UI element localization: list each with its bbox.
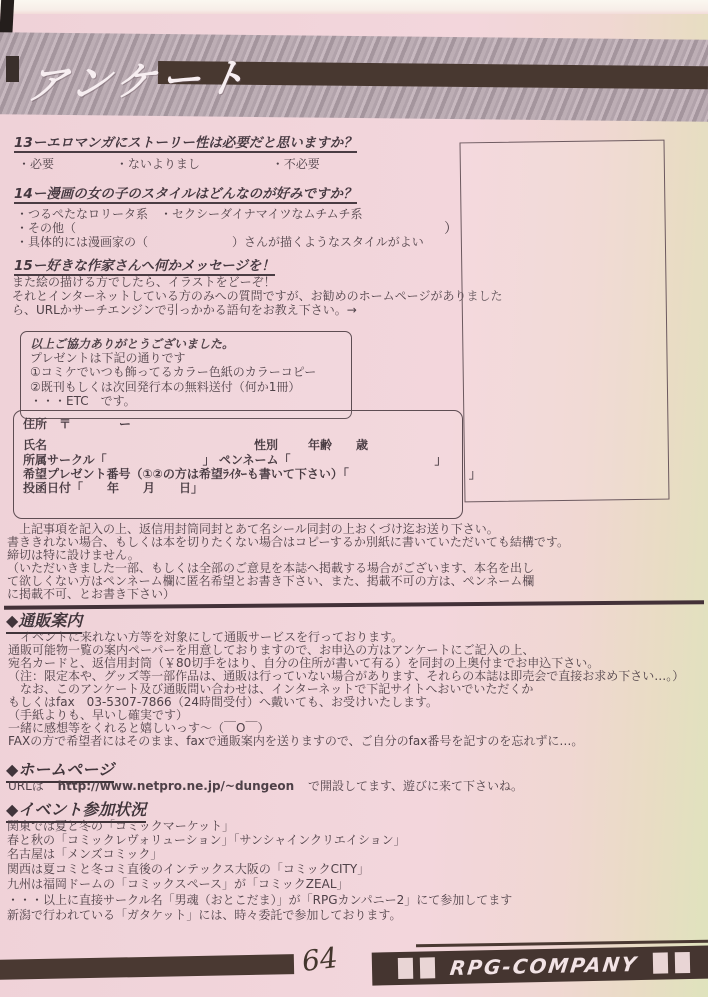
question-14-heading: 14ー漫画の女の子のスタイルはどんなのが好みですか？	[14, 186, 357, 202]
url-prefix: URLは	[8, 779, 44, 793]
footer-square-icon	[653, 952, 668, 973]
form-sex-label: 性別	[254, 438, 279, 452]
footer-square-icon	[420, 957, 435, 978]
notes-line-4: （いただいきました一部、もしくは全部のご意見を本誌へ掲載する場合がございます、本名を出し	[7, 561, 535, 575]
homepage-heading: ◆ホームページ	[6, 757, 114, 783]
mail-order-heading: ◆通販案内	[6, 608, 82, 634]
footer-left-bar	[0, 954, 294, 980]
notes-line-1: 上記事項を記入の上、返信用封筒同封とあて名シール同封の上おくづけ迄お送り下さい。	[7, 522, 499, 536]
question-15-heading: 15ー好きな作家さんへ何かメッセージを！	[14, 258, 275, 274]
present-info-box	[20, 331, 352, 419]
option-naiyorimashi: ・ないよりまし	[115, 157, 200, 171]
question-15-line-2: それとインターネットしている方のみへの質問ですが、お勧めのホームページがありました	[12, 289, 503, 303]
section-divider-rule	[4, 600, 704, 609]
illustration-box	[459, 140, 669, 503]
notes-line-2: 書ききれない場合、もしくは本を切りたくない場合はコピーするか別紙に書いていただいても結構です。	[7, 535, 569, 549]
present-line-3: ②既刊もしくは次回発行本の無料送付（何か1冊）	[30, 379, 301, 394]
question-14-line-1: ・つるぺたなロリータ系 ・セクシーダイナマイツなムチムチ系	[16, 207, 363, 221]
mail-order-line-2: 通販可能物一覧の案内ペーパーを用意しておりますので、お申込の方はアンケートにご記入の上、	[8, 643, 535, 657]
events-line-6: ・・・以上に直接サークル名「男魂（おとこだま）」が「RPGカンパニー2」にて参加してます	[7, 893, 513, 907]
events-line-7: 新潟で行われている「ガタケット」には、時々委託で参加しております。	[7, 908, 402, 922]
question-15-line-1: また絵の描ける方でしたら、イラストをどーぞ！	[12, 275, 276, 289]
form-age-label: 年齢	[308, 438, 333, 452]
mail-order-line-1: イベントに来れない方等を対象にして通販サービスを行っております。	[8, 630, 404, 644]
url-suffix: で開設してます、遊びに来て下さいね。	[308, 779, 524, 793]
events-line-4: 関西は夏コミと冬コミ直後のインテックス大阪の「コミックCITY」	[7, 862, 370, 876]
form-address-line: 住所 〒 ー	[23, 417, 132, 431]
notes-line-3: 締切は特に設けません。	[7, 548, 140, 562]
page-number: 64	[300, 940, 340, 979]
events-line-1: 関東では夏と冬の「コミックマーケット」	[7, 819, 235, 833]
events-line-3: 名古屋は「メンズコミック」	[7, 847, 163, 861]
question-13-options	[18, 158, 320, 171]
mail-order-line-5: なお、このアンケート及び通販問い合わせは、インターネットで下記サイトへおいでいただくか	[8, 682, 534, 696]
homepage-url-line	[8, 780, 523, 793]
notes-line-5: て欲しくない方はペンネーム欄に匿名希望とお書き下さい、また、掲載不可の方は、ペンネーム欄	[7, 574, 535, 588]
footer-brand-bar	[372, 945, 708, 985]
footer-square-icon	[398, 958, 413, 979]
notes-line-6: に掲載不可、とお書き下さい）	[7, 587, 176, 601]
mail-order-line-7: （手紙よりも、早いし確実です）	[8, 708, 189, 722]
page-title: アンケート	[22, 55, 255, 109]
events-heading: ◆イベント参加状況	[6, 797, 146, 823]
footer-square-icon	[675, 952, 690, 973]
brand-logo-text: RPG-COMPANY	[448, 951, 640, 980]
mail-order-line-3: 宛名カードと、返信用封筒（￥80切手をはり、自分の住所が書いて有る）を同封の上奥付までお申込下さい。	[8, 656, 600, 670]
mail-order-line-6: もしくはfax 03-5307-7866（24時間受付）へ戴いても、お受けいたします。	[8, 695, 438, 709]
mail-order-line-8: 一緒に感想等をくれると嬉しいっす～（￣O￣）	[8, 721, 270, 735]
present-line-4: ・・・ETC です。	[30, 393, 136, 408]
present-line-2: ①コミケでいつも飾ってるカラー色紙のカラーコピー	[30, 365, 317, 380]
form-date-line: 投函日付「 年 月 日」	[23, 481, 204, 495]
entry-form-box	[13, 410, 481, 519]
header-left-tab	[6, 56, 19, 82]
form-age-unit: 歳	[356, 438, 369, 452]
present-line-1: プレゼントは下記の通りです	[30, 351, 186, 366]
events-line-2: 春と秋の「コミックレヴォリューション」「サンシャインクリエイション」	[7, 833, 406, 847]
form-circle-line: 所属サークル「 」 ペンネーム「 」	[23, 453, 447, 467]
question-13-heading: 13ーエロマンガにストーリー性は必要だと思いますか？	[14, 135, 357, 151]
question-14-line-2: ・その他（	[16, 221, 77, 235]
option-hitsuyou: ・必要	[18, 157, 55, 171]
option-fuhitsuyou: ・不必要	[271, 157, 320, 171]
mail-order-line-4: （注：限定本や、グッズ等一部作品は、通販は行っていない場合があります、それらの本誌は即売会で直接お求め下さい…。）	[8, 669, 685, 683]
question-14-line-3: ・具体的には漫画家の（ ）さんが描くようなスタイルがよい	[16, 235, 424, 249]
question-15-line-3: ら、URLかサーチエンジンで引っかかる語句をお教え下さい。→	[12, 303, 357, 317]
form-name-label: 氏名	[23, 438, 48, 452]
question-14-trailing-paren: ）	[444, 221, 458, 237]
form-present-line: 希望プレゼント番号（①②の方は希望ﾗｲﾀｰも書いて下さい）「 」	[23, 467, 481, 481]
homepage-url: http://www.netpro.ne.jp/~dungeon	[57, 779, 295, 793]
events-line-5: 九州は福岡ドームの「コミックスペース」が「コミックZEAL」	[7, 877, 349, 891]
scan-edge-top	[0, 0, 708, 14]
mail-order-line-9: FAXの方で希望者にはそのまま、faxで通販案内を送りますので、ご自分のfax番号を記すのを忘れずに…。	[8, 734, 584, 748]
thanks-line: 以上ご協力ありがとうございました。	[30, 337, 235, 351]
